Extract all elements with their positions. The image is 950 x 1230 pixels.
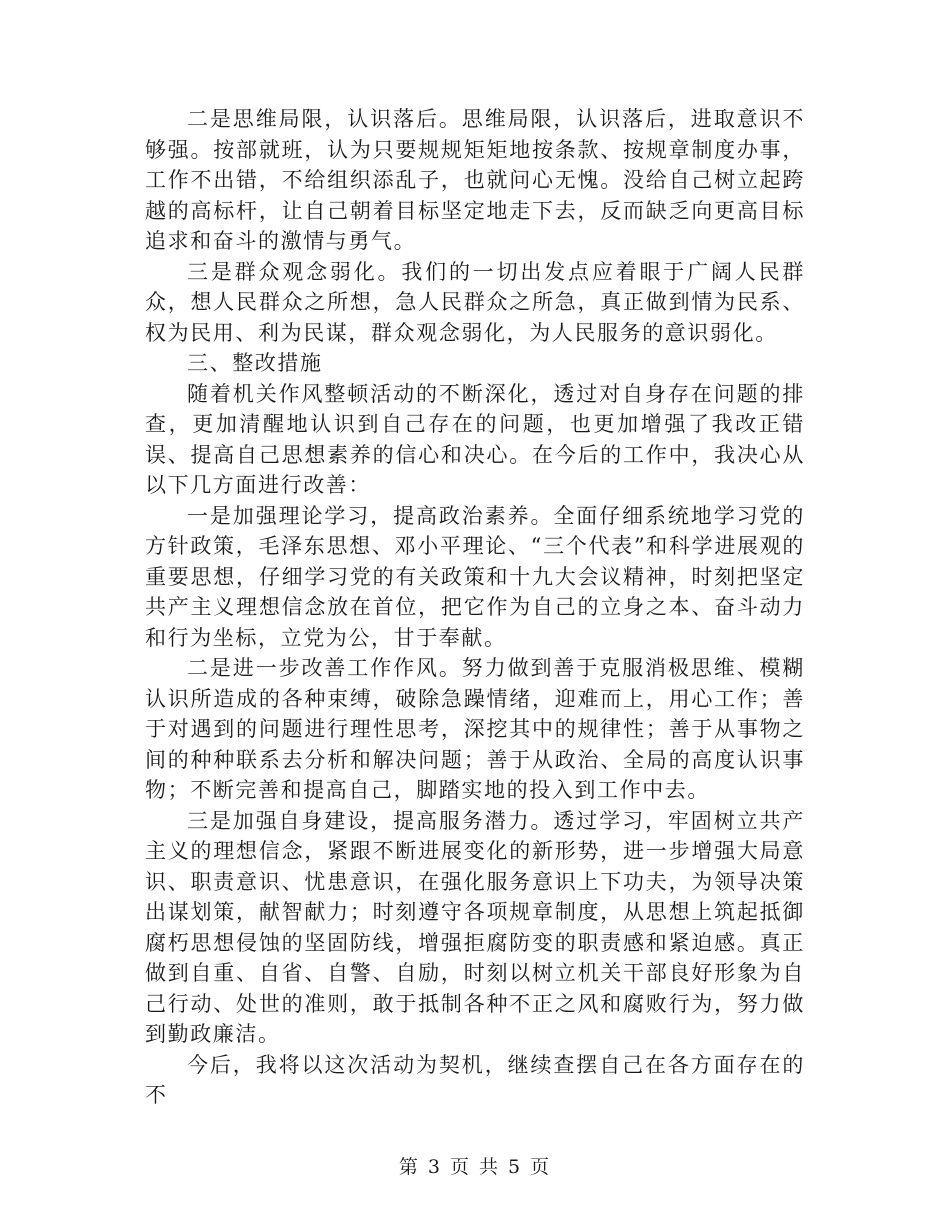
paragraph-thinking-limits: 二是思维局限，认识落后。思维局限，认识落后，进取意识不够强。按部就班，认为只要规规矩矩地按条款、按规章制度办事，工作不出错，不给组织添乱子，也就问心无愧。没给自己树立起跨越的高标杆，让自己朝着目标坚定地走下去，反而缺乏向更高目标追求和奋斗的激情与勇气。 — [145, 107, 805, 253]
paragraph-work-style: 二是进一步改善工作作风。努力做到善于克服消极思维、模糊认识所造成的各种束缚，破除急躁情绪，迎难而上，用心工作；善于对遇到的问题进行理性思考，深挖其中的规律性；善于从事物之间的种种联系去分析和解决问题；善于从政治、全局的高度认识事物；不断完善和提高自己，脚踏实地的投入到工作中去。 — [145, 656, 805, 802]
page-number-footer: 第 3 页 共 5 页 — [398, 1156, 552, 1178]
paragraph-theory-study: 一是加强理论学习，提高政治素养。全面仔细系统地学习党的方针政策，毛泽东思想、邓小平理论、“三个代表”和科学进展观的重要思想，仔细学习党的有关政策和十九大会议精神，时刻把坚定共产主义理想信念放在首位，把它作为自己的立身之本、奋斗动力和行为坐标，立党为公，甘于奉献。 — [145, 503, 805, 650]
paragraph-rectification-intro: 随着机关作风整顿活动的不断深化，透过对自身存在问题的排查，更加清醒地认识到自己存在的问题，也更加增强了我改正错误、提高自己思想素养的信心和决心。在今后的工作中，我决心从以下几方面进行改善： — [145, 381, 805, 497]
paragraph-mass-awareness: 三是群众观念弱化。我们的一切出发点应着眼于广阔人民群众，想人民群众之所想，急人民群众之所急，真正做到情为民系、权为民用、利为民谋，群众观念弱化，为人民服务的意识弱化。 — [145, 259, 805, 345]
section-heading-rectification: 三、整改措施 — [187, 351, 323, 375]
paragraph-conclusion: 今后，我将以这次活动为契机，继续查摆自己在各方面存在的不 — [145, 1052, 805, 1107]
paragraph-self-building: 三是加强自身建设，提高服务潜力。透过学习，牢固树立共产主义的理想信念，紧跟不断进展变化的新形势，进一步增强大局意识、职责意识、忧患意识，在强化服务意识上下功夫，为领导决策出谋划策，献智献力；时刻遵守各项规章制度，从思想上筑起抵御腐朽思想侵蚀的坚固防线，增强拒腐防变的职责感和紧迫感。真正做到自重、自省、自警、自励，时刻以树立机关干部良好形象为自己行动、处世的准则，敢于抵制各种不正之风和腐败行为，努力做到勤政廉洁。 — [145, 808, 805, 1046]
document-body — [145, 104, 805, 1111]
